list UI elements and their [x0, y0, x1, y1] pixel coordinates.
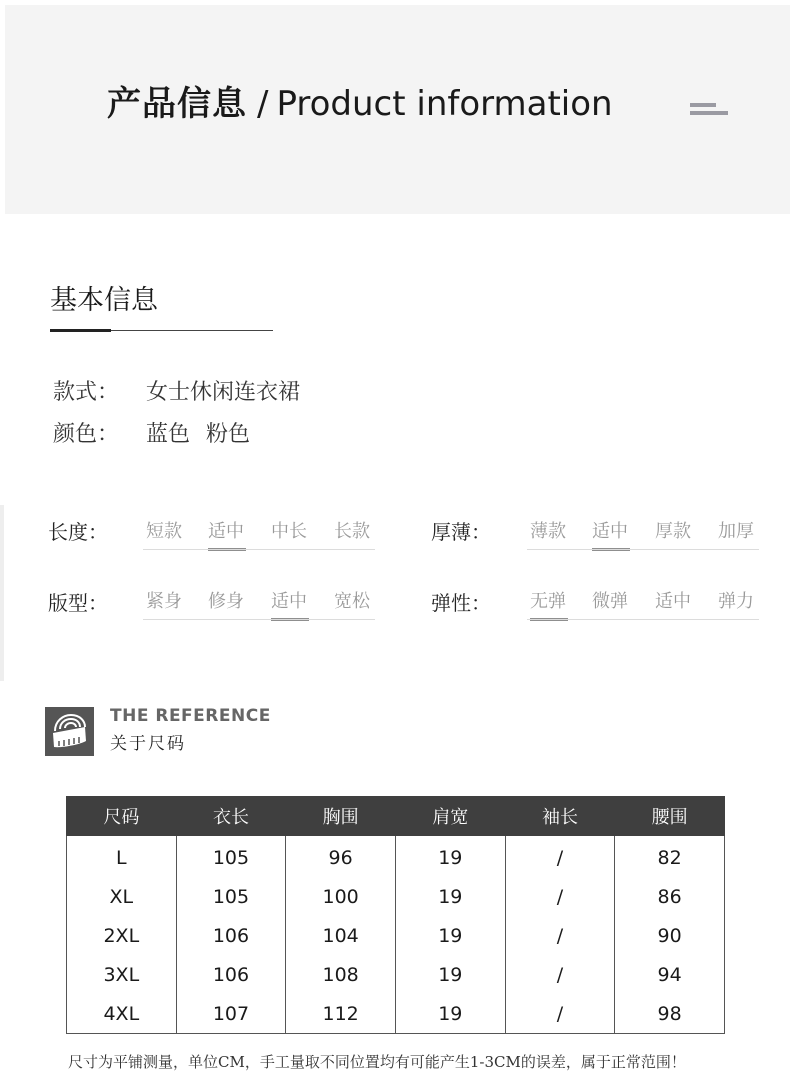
table-cell: / [505, 994, 615, 1034]
page-title-cn: 产品信息 [107, 84, 247, 124]
attr-option: 适中 [655, 591, 691, 612]
table-cell: 4XL [67, 994, 177, 1034]
table-cell: 100 [286, 877, 396, 916]
table-cell: 90 [615, 916, 725, 955]
size-table [66, 796, 725, 1034]
table-cell: 112 [286, 994, 396, 1034]
table-cell: 19 [395, 836, 505, 878]
header-decoration [690, 99, 728, 119]
attr-divider [527, 549, 759, 550]
attr-option-selected [208, 520, 244, 544]
table-cell: 96 [286, 836, 396, 878]
table-cell: 108 [286, 955, 396, 994]
attr-length-options [143, 520, 375, 550]
attr-option: 修身 [208, 591, 244, 612]
table-cell: XL [67, 877, 177, 916]
attr-divider [143, 549, 375, 550]
attr-option: 厚款 [655, 521, 691, 542]
table-cell: 19 [395, 877, 505, 916]
color-label: 颜色： [53, 422, 120, 447]
attr-option: 紧身 [146, 591, 182, 612]
table-cell: 2XL [67, 916, 177, 955]
attr-option-selected [271, 590, 307, 614]
table-cell: 106 [176, 955, 286, 994]
attr-option-text: 无弹 [530, 591, 566, 612]
page-title-en: Product information [276, 84, 613, 124]
table-row [67, 955, 725, 994]
attr-option-text: 适中 [271, 591, 307, 612]
measuring-tape-icon [45, 707, 94, 756]
table-row [67, 836, 725, 878]
left-edge-strip [0, 505, 4, 681]
page-title [107, 84, 613, 124]
table-row [67, 994, 725, 1034]
attr-elasticity-label: 弹性： [431, 591, 491, 615]
table-row [67, 877, 725, 916]
basic-info-underline-accent [50, 329, 111, 332]
table-cell: L [67, 836, 177, 878]
table-row [67, 916, 725, 955]
attr-option: 薄款 [530, 521, 566, 542]
table-cell: 107 [176, 994, 286, 1034]
attr-option: 长款 [334, 521, 370, 542]
table-cell: 3XL [67, 955, 177, 994]
table-cell: / [505, 916, 615, 955]
attr-option: 宽松 [334, 591, 370, 612]
attr-option: 短款 [146, 521, 182, 542]
color-row [53, 421, 250, 449]
table-header-row [67, 797, 725, 836]
table-cell: 86 [615, 877, 725, 916]
color-value-pink: 粉色 [206, 422, 251, 447]
column-header: 胸围 [286, 797, 396, 836]
table-cell: / [505, 955, 615, 994]
measuring-tape-graphic [45, 707, 94, 756]
attr-fit-options [143, 590, 375, 620]
attr-thickness-options [527, 520, 759, 550]
column-header: 袖长 [505, 797, 615, 836]
decoration-bar-short [690, 103, 716, 107]
table-cell: 82 [615, 836, 725, 878]
attr-elasticity-options [527, 590, 759, 620]
decoration-bar-long [690, 111, 728, 115]
attr-option: 中长 [271, 521, 307, 542]
column-header: 腰围 [615, 797, 725, 836]
table-cell: 106 [176, 916, 286, 955]
table-cell: / [505, 877, 615, 916]
table-cell: 19 [395, 916, 505, 955]
attr-divider [143, 619, 375, 620]
attr-option: 加厚 [718, 521, 754, 542]
column-header: 衣长 [176, 797, 286, 836]
title-separator: / [257, 84, 269, 124]
table-cell: / [505, 836, 615, 878]
column-header: 肩宽 [395, 797, 505, 836]
attr-length-label: 长度： [48, 520, 108, 544]
table-cell: 105 [176, 877, 286, 916]
table-cell: 98 [615, 994, 725, 1034]
attr-divider [527, 619, 759, 620]
reference-title-cn: 关于尺码 [110, 734, 186, 754]
table-cell: 105 [176, 836, 286, 878]
style-label: 款式： [53, 380, 120, 405]
attr-option: 弹力 [718, 591, 754, 612]
color-value-blue: 蓝色 [146, 422, 191, 447]
table-cell: 94 [615, 955, 725, 994]
table-cell: 19 [395, 994, 505, 1034]
table-cell: 19 [395, 955, 505, 994]
basic-info-title: 基本信息 [50, 285, 158, 316]
measurement-footnote: 尺寸为平铺测量，单位CM，手工量取不同位置均有可能产生1-3CM的误差，属于正常范围！ [68, 1053, 686, 1071]
style-value: 女士休闲连衣裙 [146, 380, 301, 405]
attr-option-text: 适中 [208, 521, 244, 542]
reference-title-en: THE REFERENCE [110, 706, 271, 726]
attr-fit-label: 版型： [48, 591, 108, 615]
attr-option-selected [592, 520, 628, 544]
attr-option-text: 适中 [592, 521, 628, 542]
style-row [53, 379, 300, 407]
attr-option-selected [530, 590, 566, 614]
attr-thickness-label: 厚薄： [431, 520, 491, 544]
table-cell: 104 [286, 916, 396, 955]
attr-option: 微弹 [592, 591, 628, 612]
column-header: 尺码 [67, 797, 177, 836]
